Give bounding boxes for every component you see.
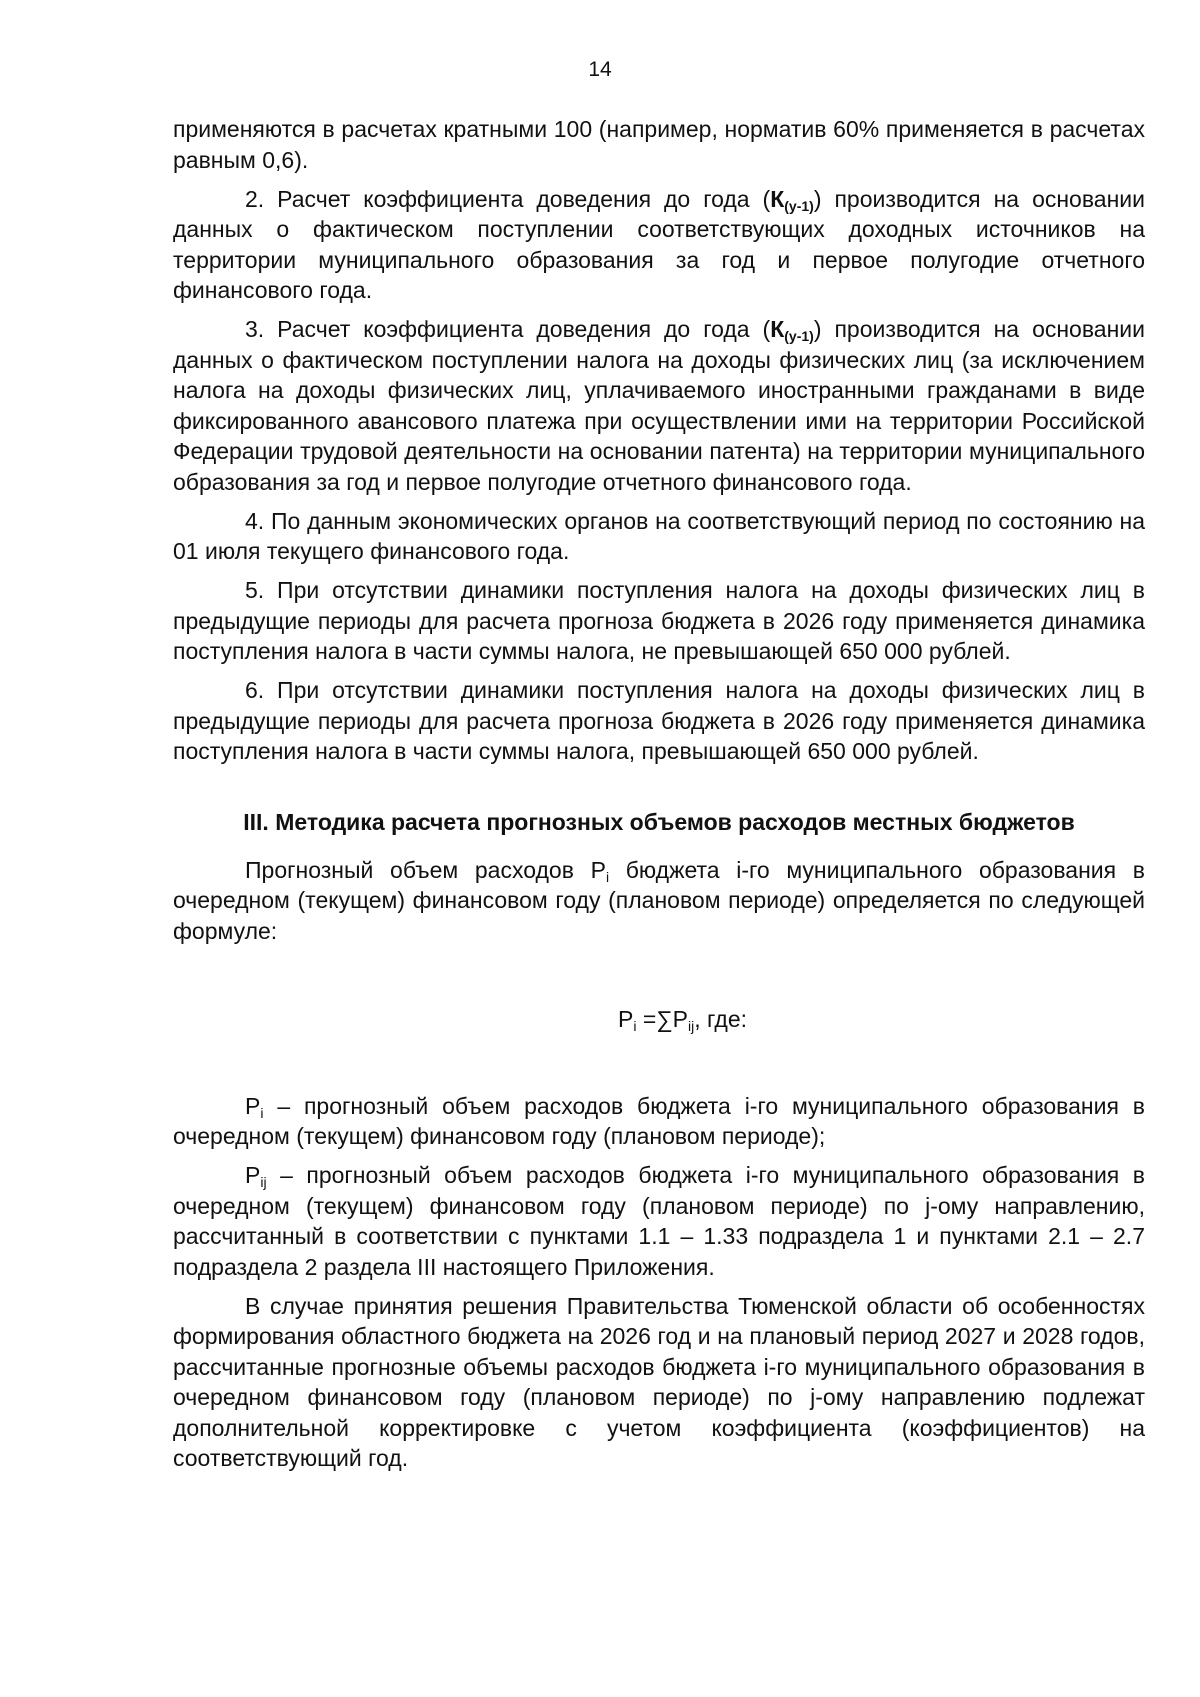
paragraph-final: В случае принятия решения Правительства Тюменской области об особенностях формирования областного бюджета на 2026 год и на плановый период 2027 и 2028 годов, рассчитанные прогнозные объемы расходов бюджета i-го муниципального образования в очередном финансовом году (плановом периоде) по j-ому направлению подлежат дополнительной корректировке с учетом коэффициента (коэффициентов) на соответствующий год. [173, 1292, 1145, 1471]
paragraph-item-2 [173, 184, 1145, 306]
def-pi-symbol: Р [245, 1092, 261, 1119]
item-2-post: ) производится на основании данных о фактическом поступлении соответствующих доходных источников на территории муниципального образования за год и первое полугодие отчетного финансового года. [173, 185, 1145, 303]
paragraph-continuation: применяются в расчетах кратными 100 (например, норматив 60% применяется в расчетах равным 0,6). [173, 116, 1145, 173]
def-pi-text: – прогнозный объем расходов бюджета i-го муниципального образования в очередном (текущем) финансовом году (плановом периоде); [173, 1092, 1145, 1149]
item-2-pre: 2. Расчет коэффициента доведения до года ( [245, 185, 771, 212]
item-3-pre: 3. Расчет коэффициента доведения до года ( [245, 316, 771, 342]
paragraph-intro [173, 855, 1145, 947]
intro-pre: Прогнозный объем расходов Р [245, 856, 606, 883]
intro-post: бюджета i-го муниципального образования в очередном (текущем) финансовом году (плановом периоде) определяется по следующей формуле: [173, 856, 1145, 944]
def-pij-text: – прогнозный объем расходов бюджета i-го муниципального образования в очередном (текущем) финансовом году (плановом периоде) по j-ому направлению, рассчитанный в соответствии с пунктами 1.1 – 1.33 подраздела 1 и пунктами 2.1 – 2.7 подраздела 2 раздела III настоящего Приложения. [173, 1162, 1145, 1280]
def-pij-subscript: ij [260, 1174, 267, 1190]
k-symbol: К [770, 316, 785, 342]
k-subscript: (у-1) [784, 328, 814, 344]
formula-sum: =∑Р [636, 1006, 689, 1032]
intro-subscript: i [605, 868, 610, 885]
paragraph-item-6: 6. При отсутствии динамики поступления налога на доходы физических лиц в предыдущие периоды для расчета прогноза бюджета в 2026 году применяется динамика поступления налога в части суммы налога, превышающей 650 000 рублей. [173, 677, 1145, 764]
formula-pij-subscript: ij [688, 1018, 695, 1034]
item-3-post: ) производится на основании данных о фактическом поступлении налога на доходы физических лиц (за исключением налога на доходы физических лиц, уплачиваемого иностранными гражданами в виде фиксированного авансового платежа при осуществлении ими на территории Российской Федерации трудовой деятельности на основании патента) на территории муниципального образования за год и первое полугодие отчетного финансового года. [173, 316, 1145, 495]
k-subscript: (у-1) [784, 197, 814, 214]
page-number: 14 [588, 58, 612, 81]
formula [173, 1004, 1145, 1035]
paragraph-item-3 [173, 314, 1145, 497]
paragraph-item-4: 4. По данным экономических органов на соответствующий период по состоянию на 01 июля текущего финансового года. [173, 507, 1145, 564]
formula-tail: , где: [694, 1006, 748, 1032]
k-symbol: К [770, 185, 785, 212]
definition-pij [173, 1160, 1145, 1282]
def-pi-subscript: i [260, 1104, 264, 1121]
document-body [173, 114, 1145, 1482]
formula-p: Р [618, 1006, 634, 1032]
formula-p-subscript: i [633, 1018, 637, 1034]
def-pij-symbol: Р [245, 1162, 261, 1188]
definition-pi [173, 1091, 1145, 1152]
paragraph-item-5: 5. При отсутствии динамики поступления налога на доходы физических лиц в предыдущие периоды для расчета прогноза бюджета в 2026 году применяется динамика поступления налога в части суммы налога, не превышающей 650 000 рублей. [173, 577, 1145, 664]
section-heading: III. Методика расчета прогнозных объемов расходов местных бюджетов [243, 808, 1075, 835]
